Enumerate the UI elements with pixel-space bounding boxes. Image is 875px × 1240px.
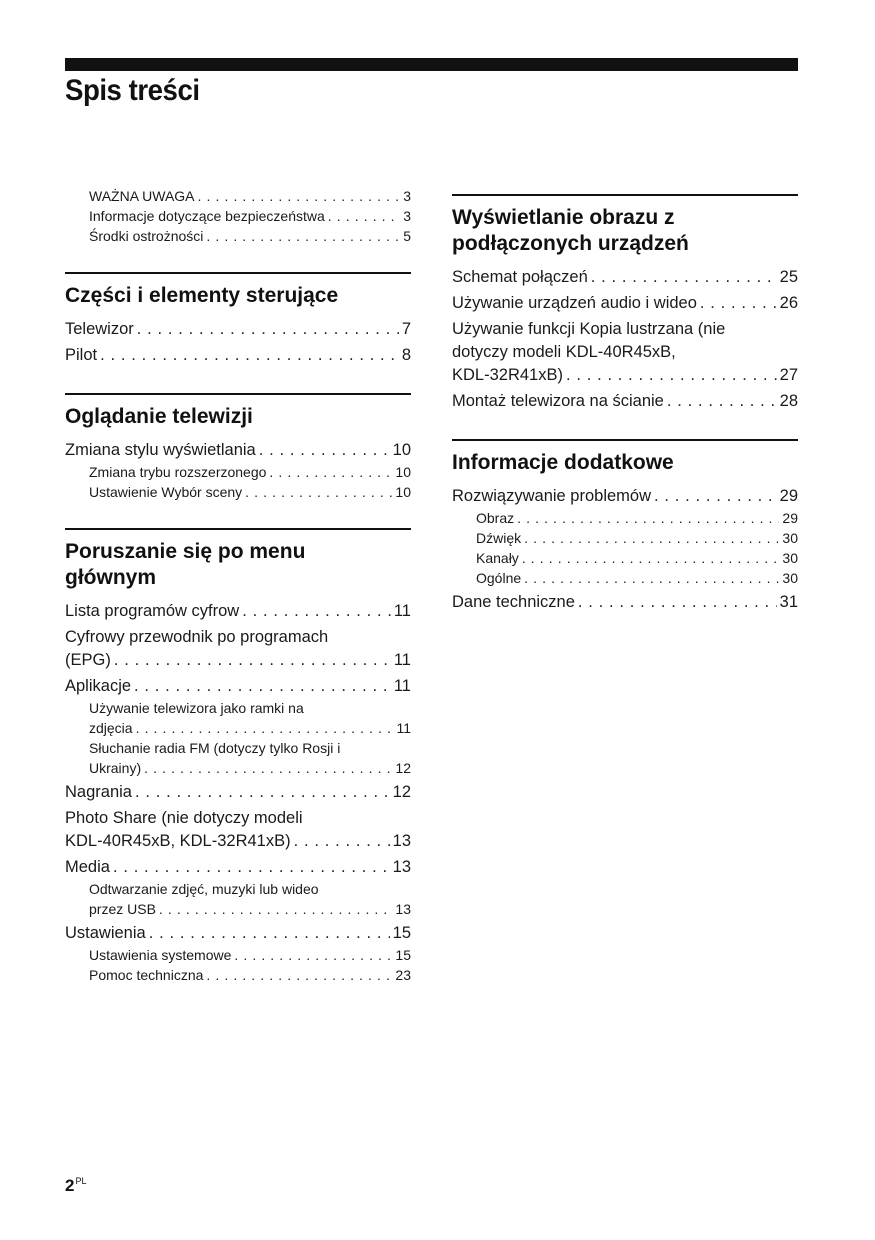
section-title: Poruszanie się po menu głównym bbox=[65, 540, 306, 589]
toc-section-connected-devices bbox=[452, 194, 798, 413]
toc-subentry[interactable]: Ustawienie Wybór sceny . . . 10 bbox=[65, 482, 411, 502]
page-title: Spis treści bbox=[65, 74, 200, 107]
toc-subentry[interactable]: Zmiana trybu rozszerzonego . . . 10 bbox=[65, 462, 411, 482]
toc-entry[interactable]: Pilot . . . 8 bbox=[65, 344, 411, 367]
toc-entry[interactable]: Media . . . 13 bbox=[65, 856, 411, 879]
toc-subentry[interactable]: Używanie telewizora jako ramki na zdjęcia . . . 11 bbox=[65, 698, 411, 738]
toc-left-column bbox=[65, 186, 411, 985]
toc-entry[interactable]: Cyfrowy przewodnik po programach (EPG) . . . 11 bbox=[65, 626, 411, 672]
toc-subentry[interactable]: Słuchanie radia FM (dotyczy tylko Rosji i Ukrainy) . . . 12 bbox=[65, 738, 411, 778]
toc-section-parts bbox=[65, 272, 411, 367]
page-number: $2^{PL}$ bbox=[65, 1176, 87, 1195]
toc-entry[interactable]: Aplikacje . . . 11 bbox=[65, 675, 411, 698]
toc-entry[interactable]: Schemat połączeń . . . 25 bbox=[452, 266, 798, 289]
toc-subentry[interactable]: Kanały . . . 30 bbox=[452, 548, 798, 568]
title-rule bbox=[65, 58, 798, 71]
toc-entry[interactable]: Telewizor . . . 7 bbox=[65, 318, 411, 341]
toc-entry[interactable]: Używanie funkcji Kopia lustrzana (nie dotyczy modeli KDL-40R45xB, KDL-32R41xB) . . . 27 bbox=[452, 318, 798, 387]
toc-subentry[interactable]: Ogólne . . . 30 bbox=[452, 568, 798, 588]
toc-entry[interactable]: Montaż telewizora na ścianie . . . 28 bbox=[452, 390, 798, 413]
toc-subentry[interactable]: Obraz . . . 29 bbox=[452, 508, 798, 528]
toc-entry[interactable]: Używanie urządzeń audio i wideo . . . 26 bbox=[452, 292, 798, 315]
toc-entry[interactable]: Środki ostrożności . . . 5 bbox=[65, 226, 411, 246]
toc-intro bbox=[65, 186, 411, 246]
toc-entry[interactable]: Dane techniczne . . . 31 bbox=[452, 591, 798, 614]
toc-section-additional-info bbox=[452, 439, 798, 614]
toc-entry[interactable]: Informacje dotyczące bezpieczeństwa . . . 3 bbox=[65, 206, 411, 226]
section-title: Oglądanie telewizji bbox=[65, 405, 253, 428]
toc-subentry[interactable]: Odtwarzanie zdjęć, muzyki lub wideo przez USB . . . 13 bbox=[65, 879, 411, 919]
toc-section-home-menu bbox=[65, 528, 411, 985]
toc-entry[interactable]: Nagrania . . . 12 bbox=[65, 781, 411, 804]
toc-entry[interactable]: Rozwiązywanie problemów . . . 29 bbox=[452, 485, 798, 508]
toc-entry[interactable]: Zmiana stylu wyświetlania . . . 10 bbox=[65, 439, 411, 462]
toc-entry[interactable]: Ustawienia . . . 15 bbox=[65, 922, 411, 945]
toc-entry[interactable]: Lista programów cyfrow . . . 11 bbox=[65, 600, 411, 623]
toc-subentry[interactable]: Dźwięk . . . 30 bbox=[452, 528, 798, 548]
toc-section-watching bbox=[65, 393, 411, 502]
toc-right-column bbox=[452, 194, 798, 614]
toc-subentry[interactable]: Pomoc techniczna . . . 23 bbox=[65, 965, 411, 985]
section-title: Wyświetlanie obrazu z podłączonych urządzeń bbox=[452, 206, 689, 255]
toc-entry[interactable]: WAŻNA UWAGA . . . 3 bbox=[65, 186, 411, 206]
section-title: Części i elementy sterujące bbox=[65, 284, 339, 307]
section-title: Informacje dodatkowe bbox=[452, 451, 674, 474]
toc-subentry[interactable]: Ustawienia systemowe . . . 15 bbox=[65, 945, 411, 965]
toc-entry[interactable]: Photo Share (nie dotyczy modeli KDL-40R45xB, KDL-32R41xB) . . . 13 bbox=[65, 807, 411, 853]
